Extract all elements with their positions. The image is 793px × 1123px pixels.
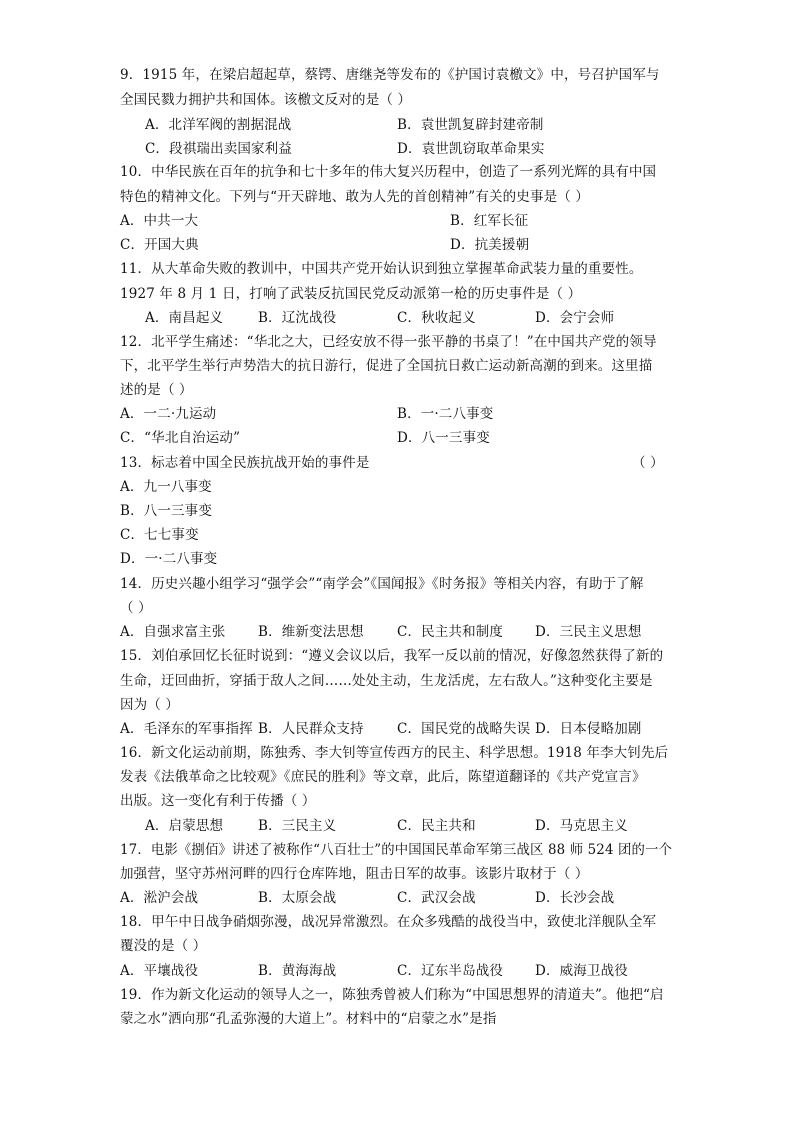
question-16-option-b[interactable]: B．三民主义: [258, 818, 337, 834]
question-18-line-1: 18．甲午中日战争硝烟弥漫，战况异常激烈。在众多残酷的战役当中，致使北洋舰队全军: [120, 914, 657, 930]
question-14-option-a[interactable]: A．自强求富主张: [120, 624, 226, 640]
question-12-option-c[interactable]: C．“华北自治运动”: [120, 430, 241, 446]
question-17-option-d[interactable]: D．长沙会战: [535, 890, 615, 906]
question-11-option-b[interactable]: B．辽沈战役: [258, 310, 337, 326]
question-16-line-3: 出版。这一变化有利于传播（ ）: [120, 793, 316, 809]
question-12-option-a[interactable]: A．一二·九运动: [120, 406, 217, 422]
question-11-option-d[interactable]: D．会宁会师: [535, 310, 615, 326]
question-9-line-2: 全国民戮力拥护共和国体。该檄文反对的是（ ）: [120, 92, 412, 108]
question-18-option-a[interactable]: A．平壤战役: [120, 963, 199, 979]
question-15-line-1: 15．刘伯承回忆长征时说到：“遵义会议以后，我军一反以前的情况，好像忽然获得了新的: [120, 648, 664, 664]
question-13-line-1: 13．标志着中国全民族抗战开始的事件是: [120, 455, 370, 471]
question-9-option-b[interactable]: B．袁世凯复辟封建帝制: [397, 117, 544, 133]
question-16-option-a[interactable]: A．启蒙思想: [145, 818, 224, 834]
question-10-option-b[interactable]: B．红军长征: [450, 213, 529, 229]
question-17-option-b[interactable]: B．太原会战: [258, 890, 337, 906]
question-14-line-1: 14．历史兴趣小组学习“强学会”“南学会”《国闻报》《时务报》等相关内容，有助于了解: [120, 576, 644, 592]
question-13-option-c[interactable]: C．七七事变: [120, 527, 199, 543]
question-15-option-b[interactable]: B．人民群众支持: [258, 721, 364, 737]
question-15-option-c[interactable]: C．国民党的战略失误: [397, 721, 531, 737]
question-13-answer-paren: （ ）: [632, 455, 664, 471]
question-11-line-2: 1927 年 8 月 1 日，打响了武装反抗国民党反动派第一枪的历史事件是（ ）: [120, 286, 582, 302]
question-12-line-1: 12．北平学生痛述：“华北之大，已经安放不得一张平静的书桌了！”在中国共产党的领导: [120, 334, 657, 350]
question-18-option-b[interactable]: B．黄海海战: [258, 963, 337, 979]
question-9-line-1: 9．1915 年，在梁启超起草，蔡锷、唐继尧等发布的《护国讨袁檄文》中，号召护国军与: [120, 67, 660, 83]
question-12-line-2: 下，北平学生举行声势浩大的抗日游行，促进了全国抗日救亡运动新高潮的到来。这里描: [120, 358, 653, 374]
question-11-line-1: 11．从大革命失败的教训中，中国共产党开始认识到独立掌握革命武装力量的重要性。: [120, 261, 643, 277]
question-12-option-d[interactable]: D．八一三事变: [397, 430, 490, 446]
question-17-option-c[interactable]: C．武汉会战: [397, 890, 476, 906]
question-9-option-d[interactable]: D．袁世凯窃取革命果实: [397, 141, 545, 157]
question-9-option-a[interactable]: A．北洋军阀的割据混战: [145, 117, 292, 133]
question-12-option-b[interactable]: B．一·二八事变: [397, 406, 494, 422]
question-10-line-1: 10．中华民族在百年的抗争和七十多年的伟大复兴历程中，创造了一系列光辉的具有中国: [120, 164, 657, 180]
question-15-option-a[interactable]: A．毛泽东的军事指挥: [120, 721, 253, 737]
question-14-option-c[interactable]: C．民主共和制度: [397, 624, 504, 640]
question-18-option-d[interactable]: D．威海卫战役: [535, 963, 628, 979]
question-14-option-d[interactable]: D．三民主义思想: [535, 624, 642, 640]
question-17-line-2: 加强营，坚守苏州河畔的四行仓库阵地，阻击日军的故事。该影片取材于（ ）: [120, 866, 589, 882]
question-14-line-2: （ ）: [120, 600, 152, 616]
question-13-option-a[interactable]: A．九一八事变: [120, 479, 212, 495]
question-16-line-2: 发表《法俄革命之比较观》《庶民的胜利》等文章，此后，陈望道翻译的《共产党宣言》: [120, 769, 646, 785]
question-14-option-b[interactable]: B．维新变法思想: [258, 624, 364, 640]
question-16-option-c[interactable]: C．民主共和: [397, 818, 476, 834]
question-16-line-1: 16．新文化运动前期，陈独秀、李大钊等宣传西方的民主、科学思想。1918 年李大钊先后: [120, 745, 669, 761]
question-11-option-a[interactable]: A．南昌起义: [145, 310, 224, 326]
question-12-line-3: 述的是（ ）: [120, 382, 193, 398]
question-10-option-a[interactable]: A．中共一大: [120, 213, 199, 229]
question-17-option-a[interactable]: A．淞沪会战: [120, 890, 199, 906]
question-15-line-3: 因为（ ）: [120, 697, 180, 713]
question-10-option-d[interactable]: D．抗美援朝: [450, 237, 530, 253]
question-17-line-1: 17．电影《捌佰》讲述了被称作“八百壮士”的中国国民革命军第三战区 88 师 524 团的一个: [120, 842, 673, 858]
question-13-option-d[interactable]: D．一·二八事变: [120, 551, 218, 567]
question-15-line-2: 生命，迂回曲折，穿插于敌人之间……处处主动，生龙活虎，左右敌人。”这种变化主要是: [120, 673, 653, 689]
question-18-line-2: 覆没的是（ ）: [120, 938, 207, 954]
question-19-line-1: 19．作为新文化运动的领导人之一，陈独秀曾被人们称为“中国思想界的清道夫”。他把“启: [120, 987, 664, 1003]
question-15-option-d[interactable]: D．日本侵略加剧: [535, 721, 642, 737]
question-18-option-c[interactable]: C．辽东半岛战役: [397, 963, 504, 979]
question-11-option-c[interactable]: C．秋收起义: [397, 310, 476, 326]
question-10-line-2: 特色的精神文化。下列与“开天辟地、敢为人先的首创精神”有关的史事是（ ）: [120, 189, 589, 205]
question-16-option-d[interactable]: D．马克思主义: [535, 818, 628, 834]
question-10-option-c[interactable]: C．开国大典: [120, 237, 199, 253]
question-13-option-b[interactable]: B．八一三事变: [120, 503, 212, 519]
question-9-option-c[interactable]: C．段祺瑞出卖国家利益: [145, 141, 292, 157]
question-19-line-2: 蒙之水”洒向那“孔孟弥漫的大道上”。材料中的“启蒙之水”是指: [120, 1011, 497, 1027]
